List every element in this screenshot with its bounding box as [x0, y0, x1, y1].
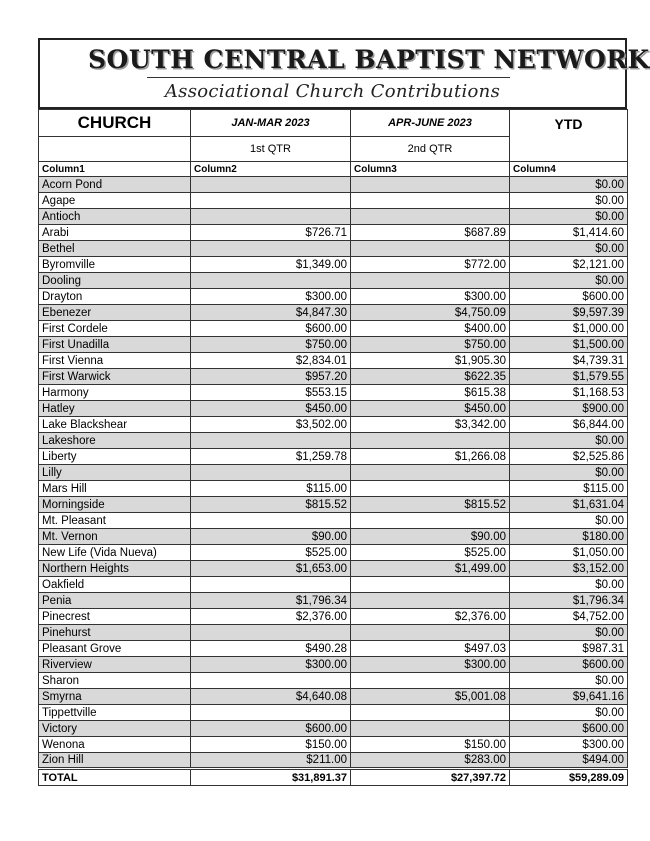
church-name-cell[interactable]: First Warwick	[39, 369, 191, 385]
q1-amount-cell[interactable]	[191, 177, 351, 193]
q1-amount-cell[interactable]: $90.00	[191, 529, 351, 545]
table-row	[39, 321, 628, 337]
ytd-amount-cell[interactable]: $0.00	[510, 273, 628, 289]
church-name-cell[interactable]: Hatley	[39, 401, 191, 417]
q2-amount-cell[interactable]: $150.00	[351, 737, 510, 753]
q2-amount-cell[interactable]: $750.00	[351, 337, 510, 353]
q1-amount-cell[interactable]: $1,653.00	[191, 561, 351, 577]
church-name-cell[interactable]: Lakeshore	[39, 433, 191, 449]
ytd-amount-cell[interactable]: $987.31	[510, 641, 628, 657]
church-name-cell[interactable]: Penia	[39, 593, 191, 609]
q1-amount-cell[interactable]: $553.15	[191, 385, 351, 401]
ytd-amount-cell[interactable]: $494.00	[510, 753, 628, 769]
column1-header[interactable]: Column1	[39, 162, 191, 177]
table-row	[39, 561, 628, 577]
church-name-cell[interactable]: Mars Hill	[39, 481, 191, 497]
ytd-amount-cell[interactable]: $0.00	[510, 577, 628, 593]
ytd-amount-cell[interactable]: $0.00	[510, 241, 628, 257]
church-name-cell[interactable]: Tippettville	[39, 705, 191, 721]
column2-header[interactable]: Column2	[191, 162, 351, 177]
church-name-cell[interactable]: Byromville	[39, 257, 191, 273]
title-divider	[147, 77, 510, 78]
column-name-row	[39, 162, 628, 177]
church-name-cell[interactable]: Drayton	[39, 289, 191, 305]
q1-amount-cell[interactable]: $525.00	[191, 545, 351, 561]
table-row	[39, 529, 628, 545]
q1-label-header[interactable]: 1st QTR	[191, 137, 351, 162]
table-row	[39, 209, 628, 225]
ytd-amount-cell[interactable]: $1,168.53	[510, 385, 628, 401]
q2-amount-cell[interactable]	[351, 465, 510, 481]
q1-amount-cell[interactable]	[191, 705, 351, 721]
q1-amount-cell[interactable]: $450.00	[191, 401, 351, 417]
q1-amount-cell[interactable]	[191, 673, 351, 689]
q1-amount-cell[interactable]: $2,834.01	[191, 353, 351, 369]
church-name-cell[interactable]: Arabi	[39, 225, 191, 241]
church-name-cell[interactable]: Morningside	[39, 497, 191, 513]
page-title: SOUTH CENTRAL BAPTIST NETWORK	[88, 45, 650, 74]
total-label-cell[interactable]: TOTAL	[39, 769, 191, 786]
church-name-cell[interactable]: Ebenezer	[39, 305, 191, 321]
church-name-cell[interactable]: Bethel	[39, 241, 191, 257]
table-row	[39, 641, 628, 657]
table-row	[39, 673, 628, 689]
ytd-amount-cell[interactable]: $0.00	[510, 465, 628, 481]
table-row	[39, 721, 628, 737]
q2-amount-cell[interactable]: $525.00	[351, 545, 510, 561]
total-ytd-cell[interactable]: $59,289.09	[510, 769, 628, 786]
q2-amount-cell[interactable]: $615.38	[351, 385, 510, 401]
q2-amount-cell[interactable]	[351, 705, 510, 721]
ytd-amount-cell[interactable]: $900.00	[510, 401, 628, 417]
table-row	[39, 401, 628, 417]
table-row	[39, 577, 628, 593]
spreadsheet	[38, 38, 650, 786]
ytd-amount-cell[interactable]: $1,796.34	[510, 593, 628, 609]
church-name-cell[interactable]: Agape	[39, 193, 191, 209]
ytd-amount-cell[interactable]: $1,050.00	[510, 545, 628, 561]
q2-amount-cell[interactable]: $1,905.30	[351, 353, 510, 369]
ytd-amount-cell[interactable]: $600.00	[510, 289, 628, 305]
ytd-amount-cell[interactable]: $1,579.55	[510, 369, 628, 385]
q1-amount-cell[interactable]: $815.52	[191, 497, 351, 513]
church-name-cell[interactable]: Northern Heights	[39, 561, 191, 577]
q2-amount-cell[interactable]: $3,342.00	[351, 417, 510, 433]
church-name-cell[interactable]: Oakfield	[39, 577, 191, 593]
ytd-amount-cell[interactable]: $300.00	[510, 737, 628, 753]
table-row	[39, 481, 628, 497]
q1-amount-cell[interactable]: $4,640.08	[191, 689, 351, 705]
q2-amount-cell[interactable]	[351, 593, 510, 609]
church-name-cell[interactable]: Pinehurst	[39, 625, 191, 641]
q1-amount-cell[interactable]: $1,259.78	[191, 449, 351, 465]
q1-amount-cell[interactable]	[191, 465, 351, 481]
q1-amount-cell[interactable]: $150.00	[191, 737, 351, 753]
q1-amount-cell[interactable]: $211.00	[191, 753, 351, 769]
ytd-amount-cell[interactable]: $4,739.31	[510, 353, 628, 369]
q2-amount-cell[interactable]: $687.89	[351, 225, 510, 241]
table-row	[39, 737, 628, 753]
table-row	[39, 657, 628, 673]
q1-amount-cell[interactable]	[191, 625, 351, 641]
table-row	[39, 625, 628, 641]
page-subtitle: Associational Church Contributions	[164, 81, 501, 102]
table-row	[39, 753, 628, 769]
q2-amount-cell[interactable]: $4,750.09	[351, 305, 510, 321]
q2-amount-cell[interactable]	[351, 273, 510, 289]
ytd-amount-cell[interactable]: $600.00	[510, 721, 628, 737]
column4-header[interactable]: Column4	[510, 162, 628, 177]
ytd-amount-cell[interactable]: $1,000.00	[510, 321, 628, 337]
q2-amount-cell[interactable]: $815.52	[351, 497, 510, 513]
ytd-amount-cell[interactable]: $1,631.04	[510, 497, 628, 513]
ytd-amount-cell[interactable]: $0.00	[510, 625, 628, 641]
ytd-amount-cell[interactable]: $1,414.60	[510, 225, 628, 241]
table-row	[39, 689, 628, 705]
q1-amount-cell[interactable]: $3,502.00	[191, 417, 351, 433]
church-name-cell[interactable]: Lilly	[39, 465, 191, 481]
ytd-amount-cell[interactable]: $0.00	[510, 673, 628, 689]
q1-amount-cell[interactable]: $300.00	[191, 657, 351, 673]
q1-amount-cell[interactable]	[191, 193, 351, 209]
q2-amount-cell[interactable]: $400.00	[351, 321, 510, 337]
ytd-amount-cell[interactable]: $6,844.00	[510, 417, 628, 433]
ytd-amount-cell[interactable]: $0.00	[510, 177, 628, 193]
church-name-cell[interactable]: Mt. Pleasant	[39, 513, 191, 529]
table-row	[39, 513, 628, 529]
q1-amount-cell[interactable]: $600.00	[191, 321, 351, 337]
q1-amount-cell[interactable]: $4,847.30	[191, 305, 351, 321]
q1-amount-cell[interactable]: $957.20	[191, 369, 351, 385]
church-name-cell[interactable]: Victory	[39, 721, 191, 737]
q2-amount-cell[interactable]: $497.03	[351, 641, 510, 657]
q2-label-header[interactable]: 2nd QTR	[351, 137, 510, 162]
table-row	[39, 465, 628, 481]
church-name-cell[interactable]: First Cordele	[39, 321, 191, 337]
ytd-amount-cell[interactable]: $2,121.00	[510, 257, 628, 273]
q2-amount-cell[interactable]: $1,499.00	[351, 561, 510, 577]
church-name-cell[interactable]: Mt. Vernon	[39, 529, 191, 545]
table-row	[39, 433, 628, 449]
q1-amount-cell[interactable]: $2,376.00	[191, 609, 351, 625]
q2-amount-cell[interactable]	[351, 209, 510, 225]
table-row	[39, 305, 628, 321]
table-row	[39, 705, 628, 721]
q1-amount-cell[interactable]	[191, 513, 351, 529]
ytd-amount-cell[interactable]: $9,641.16	[510, 689, 628, 705]
ytd-amount-cell[interactable]: $9,597.39	[510, 305, 628, 321]
church-name-cell[interactable]: Lake Blackshear	[39, 417, 191, 433]
q1-amount-cell[interactable]: $115.00	[191, 481, 351, 497]
q2-amount-cell[interactable]	[351, 433, 510, 449]
table-row	[39, 353, 628, 369]
q1-amount-cell[interactable]	[191, 241, 351, 257]
q2-amount-cell[interactable]	[351, 673, 510, 689]
table-row	[39, 545, 628, 561]
table-row	[39, 609, 628, 625]
ytd-amount-cell[interactable]: $600.00	[510, 657, 628, 673]
q2-amount-cell[interactable]	[351, 177, 510, 193]
church-name-cell[interactable]: First Vienna	[39, 353, 191, 369]
total-q2-cell[interactable]: $27,397.72	[351, 769, 510, 786]
church-name-cell[interactable]: Pleasant Grove	[39, 641, 191, 657]
church-name-cell[interactable]: Smyrna	[39, 689, 191, 705]
ytd-amount-cell[interactable]: $115.00	[510, 481, 628, 497]
church-name-cell[interactable]: Antioch	[39, 209, 191, 225]
table-row	[39, 225, 628, 241]
church-name-cell[interactable]: Pinecrest	[39, 609, 191, 625]
table-row	[39, 385, 628, 401]
q1-amount-cell[interactable]	[191, 209, 351, 225]
q2-amount-cell[interactable]: $90.00	[351, 529, 510, 545]
title-banner	[38, 38, 650, 109]
q2-amount-cell[interactable]: $283.00	[351, 753, 510, 769]
table-row	[39, 241, 628, 257]
church-header[interactable]: CHURCH	[39, 110, 191, 137]
q1-amount-cell[interactable]	[191, 273, 351, 289]
table-row	[39, 497, 628, 513]
church-name-cell[interactable]: Harmony	[39, 385, 191, 401]
table-row	[39, 193, 628, 209]
church-name-cell[interactable]: New Life (Vida Nueva)	[39, 545, 191, 561]
ytd-amount-cell[interactable]: $0.00	[510, 705, 628, 721]
church-name-cell[interactable]: Acorn Pond	[39, 177, 191, 193]
q2-amount-cell[interactable]: $622.35	[351, 369, 510, 385]
q1-period-header[interactable]: JAN-MAR 2023	[191, 110, 351, 137]
q2-amount-cell[interactable]: $1,266.08	[351, 449, 510, 465]
total-q1-cell[interactable]: $31,891.37	[191, 769, 351, 786]
church-name-cell[interactable]: Wenona	[39, 737, 191, 753]
q1-amount-cell[interactable]	[191, 433, 351, 449]
church-name-cell[interactable]: Zion Hill	[39, 753, 191, 769]
q1-amount-cell[interactable]	[191, 577, 351, 593]
table-row	[39, 449, 628, 465]
church-name-cell[interactable]: First Unadilla	[39, 337, 191, 353]
q2-amount-cell[interactable]	[351, 625, 510, 641]
ytd-amount-cell[interactable]: $1,500.00	[510, 337, 628, 353]
q1-amount-cell[interactable]: $490.28	[191, 641, 351, 657]
q1-amount-cell[interactable]: $300.00	[191, 289, 351, 305]
table-row	[39, 177, 628, 193]
period-header-row	[39, 110, 628, 137]
q2-amount-cell[interactable]	[351, 241, 510, 257]
q2-period-header[interactable]: APR-JUNE 2023	[351, 110, 510, 137]
ytd-amount-cell[interactable]: $0.00	[510, 209, 628, 225]
ytd-amount-cell[interactable]: $180.00	[510, 529, 628, 545]
ytd-header[interactable]: YTD	[510, 110, 628, 162]
q2-amount-cell[interactable]: $5,001.08	[351, 689, 510, 705]
ytd-amount-cell[interactable]: $0.00	[510, 513, 628, 529]
table-row	[39, 257, 628, 273]
q2-amount-cell[interactable]: $300.00	[351, 289, 510, 305]
q1-amount-cell[interactable]: $750.00	[191, 337, 351, 353]
q2-amount-cell[interactable]: $300.00	[351, 657, 510, 673]
church-name-cell[interactable]: Sharon	[39, 673, 191, 689]
total-row	[39, 769, 628, 786]
q2-amount-cell[interactable]	[351, 513, 510, 529]
q1-amount-cell[interactable]: $1,796.34	[191, 593, 351, 609]
q1-amount-cell[interactable]: $1,349.00	[191, 257, 351, 273]
ytd-amount-cell[interactable]: $4,752.00	[510, 609, 628, 625]
table-row	[39, 273, 628, 289]
contributions-table	[38, 109, 628, 786]
q2-amount-cell[interactable]: $772.00	[351, 257, 510, 273]
q2-amount-cell[interactable]	[351, 721, 510, 737]
church-name-cell[interactable]: Liberty	[39, 449, 191, 465]
ytd-amount-cell[interactable]: $0.00	[510, 193, 628, 209]
q2-amount-cell[interactable]: $450.00	[351, 401, 510, 417]
q2-amount-cell[interactable]	[351, 481, 510, 497]
church-name-cell[interactable]: Dooling	[39, 273, 191, 289]
church-subheader-blank[interactable]	[39, 137, 191, 162]
q1-amount-cell[interactable]: $726.71	[191, 225, 351, 241]
ytd-amount-cell[interactable]: $3,152.00	[510, 561, 628, 577]
ytd-amount-cell[interactable]: $2,525.86	[510, 449, 628, 465]
table-row	[39, 337, 628, 353]
q2-amount-cell[interactable]	[351, 193, 510, 209]
q1-amount-cell[interactable]: $600.00	[191, 721, 351, 737]
q2-amount-cell[interactable]	[351, 577, 510, 593]
q2-amount-cell[interactable]: $2,376.00	[351, 609, 510, 625]
table-row	[39, 417, 628, 433]
table-row	[39, 289, 628, 305]
table-row	[39, 369, 628, 385]
church-name-cell[interactable]: Riverview	[39, 657, 191, 673]
ytd-amount-cell[interactable]: $0.00	[510, 433, 628, 449]
table-row	[39, 593, 628, 609]
column3-header[interactable]: Column3	[351, 162, 510, 177]
